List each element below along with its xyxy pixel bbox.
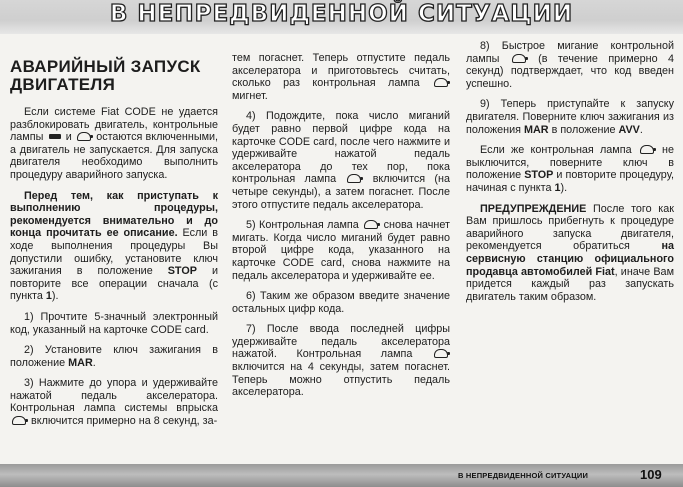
step-9 [466,98,674,136]
intro-paragraph [10,106,218,182]
page-header-title: В НЕПРЕДВИДЕННОЙ СИТУАЦИИ [109,1,574,27]
step-5-text-b: снова начнет мигать. Когда число миганий будет равно второй цифре кода, указанного на карточке CODE card, снова нажмите на педаль акселератора и удерживайте ее. [232,219,450,282]
step-5-text-a: 5) Контрольная лампа [246,219,359,232]
warning-note [466,203,674,304]
step-1: 1) Прочтите 5-значный электронный код, указанный на карточке CODE card. [10,310,218,336]
warning-note-text-a: После того как Вам пришлось прибегнуть к процедуре аварийного запуска двигателя, рекомендуется обратиться [466,202,674,253]
step-3-text-b: включится примерно на 8 секунд, за- [31,415,218,428]
fail-text-c: и повторите процедуру, начиная с пункта [466,169,675,194]
step-2-end: . [92,356,96,369]
step-3 [10,377,218,427]
section-title: АВАРИЙНЫЙ ЗАПУСК ДВИГАТЕЛЯ [10,57,201,94]
injection-lamp-icon [12,416,26,425]
injection-lamp-icon [364,220,378,229]
injection-lamp-icon [434,349,448,358]
step-ref: 1 [554,181,561,194]
step-9-text-a: 9) Теперь приступайте к запуску двигателя. Поверните ключ зажигания из положения [466,98,674,136]
fail-text-a: Если же контрольная лампа [480,144,632,157]
fiat-code-lamp-icon [49,134,61,139]
step-ref: 1 [45,290,52,303]
injection-lamp-icon [512,54,526,63]
warning-text-b: и повторите все операции сначала (с пункта [10,265,218,303]
step-3-cont-end: мигнет. [232,89,268,102]
step-4-text-a: 4) Подождите, пока число миганий будет равно первой цифре кода на карточке CODE card, после чего нажмите и удерживайте нажатой педаль акселератора до тех пор, пока контрольная лампа [232,110,450,186]
header-band [0,0,683,34]
step-7-text-a: 7) После ввода последней цифры удерживайте педаль акселератора нажатой. Контрольная лампа [232,323,450,361]
step-3-cont-text: тем погаснет. Теперь отпустите педаль акселератора и приготовьтесь считать, сколько раз контрольная лампа [232,52,450,90]
intro-text-a: Если системе Fiat CODE не удается разблокировать двигатель, контрольные лампы [10,106,218,144]
mar-label: MAR [524,123,549,136]
step-4-text-b: включится (на четыре секунды), а затем погаснет. После этого отпустите педаль акселератора. [232,173,450,211]
warning-note-text-b: , иначе Вам придется каждый раз запускать двигатель таким образом. [466,265,674,303]
step-9-end: . [639,123,643,136]
column-2 [232,52,450,407]
step-8 [466,40,674,90]
step-6: 6) Таким же образом введите значение остальных цифр кода. [232,290,450,315]
stop-label: STOP [524,169,554,182]
warning-note-bold: на сервисную станцию официального продавца автомобилей Fiat [466,240,675,278]
column-3 [466,40,674,311]
warning-bold-text: Перед тем, как приступать к выполнению процедуры, рекомендуется внимательно и до конца прочитать ее описание. [10,189,218,240]
step-3-text-a: 3) Нажмите до упора и удерживайте нажатой педаль акселератора. Контрольная лампа системы впрыска [10,377,218,415]
warning-text-a: Если в ходе выполнения процедуры Вы допустили ошибку, установите ключ зажигания в положение [10,227,219,278]
injection-lamp-icon [640,145,654,154]
stop-label: STOP [167,265,197,278]
step-2 [10,344,218,369]
avv-label: AVV [618,123,640,136]
fail-text-d: ). [560,181,568,194]
step-3-continued [232,52,450,102]
warning-paragraph [10,190,218,303]
intro-text-c: остаются включенными, а двигатель не запускается. Для запуска двигателя необходимо выполнить процедуру аварийного запуска. [10,131,219,181]
step-2-text: 2) Установите ключ зажигания в положение [10,344,218,369]
warning-label: ПРЕДУПРЕЖДЕНИЕ [480,202,587,215]
step-9-text-b: в положение [551,123,616,136]
page-number: 109 [640,467,662,482]
injection-lamp-icon [347,174,361,183]
fail-paragraph [466,144,674,194]
intro-text-b: и [65,131,72,144]
mar-label: MAR [68,356,93,369]
warning-text-c: ). [51,290,59,303]
fail-text-b: не выключится, поверните ключ в положение [466,144,675,182]
step-5 [232,219,450,282]
step-7-text-b: включится на 4 секунды, затем погаснет. Теперь можно отпустить педаль акселератора. [232,361,450,399]
injection-lamp-icon [434,78,448,87]
step-4 [232,110,450,211]
step-8-text-b: (в течение примерно 4 секунд) подтверждает, что код введен успешно. [466,52,675,90]
footer-section-title: В НЕПРЕДВИДЕННОЙ СИТУАЦИИ [458,471,589,480]
step-7 [232,323,450,399]
injection-lamp-icon [77,132,91,141]
column-1 [10,40,218,436]
step-8-text-a: 8) Быстрое мигание контрольной лампы [466,40,674,65]
